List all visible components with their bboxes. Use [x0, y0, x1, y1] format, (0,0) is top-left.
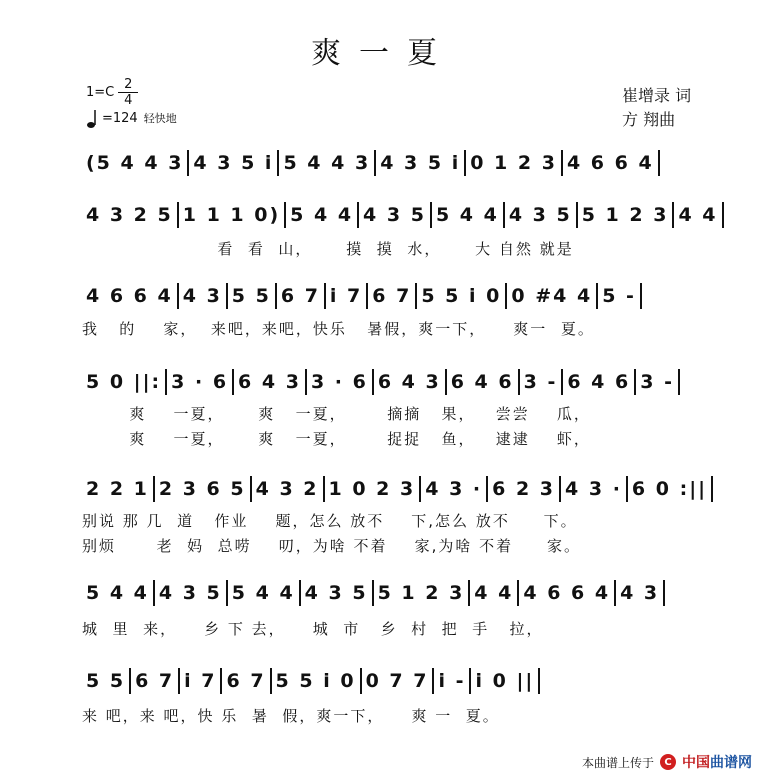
- measure: 4 6 6 4: [519, 580, 616, 606]
- tempo-style: 轻快地: [143, 112, 177, 125]
- lyric-line-3: 爽 一夏， 爽 一夏， 摘摘 果， 尝尝 瓜，: [82, 405, 591, 423]
- time-bottom: 4: [124, 93, 133, 108]
- key-signature-row: [86, 78, 177, 107]
- staff-line-1: [82, 150, 722, 176]
- composer: 方 翔曲: [622, 110, 676, 129]
- site-name-part-2: 曲谱网: [710, 755, 752, 771]
- key-signature: 1=C: [86, 84, 115, 100]
- measure: 5 4 4: [432, 202, 505, 228]
- measure: i 7: [326, 283, 368, 309]
- measure: 1 1 1 0): [179, 202, 286, 228]
- measure: 5 0 ||:: [82, 369, 167, 395]
- measure: 6 4 6: [447, 369, 520, 395]
- measure: 0 1 2 3: [466, 150, 563, 176]
- measure: 0 #4 4: [507, 283, 598, 309]
- tempo-row: [86, 109, 177, 129]
- measure: 6 0 :||: [628, 476, 713, 502]
- staff-line-7: [82, 668, 722, 694]
- measure: 4 3: [179, 283, 228, 309]
- measure: 5 4 4 3: [279, 150, 376, 176]
- measure: 4 3: [616, 580, 665, 606]
- quarter-note-icon: [86, 109, 100, 129]
- measure: 4 6 6 4: [563, 150, 660, 176]
- measure: 4 3 5: [301, 580, 374, 606]
- measure: 5 5 i 0: [417, 283, 507, 309]
- staff-line-5: [82, 476, 722, 502]
- measure: 4 3 ·: [421, 476, 488, 502]
- measure: 3 · 6: [167, 369, 234, 395]
- measure: 5 5 i 0: [272, 668, 362, 694]
- lyric-line-6: 别烦 老 妈 总唠 叨，为啥 不着 家,为啥 不着 家。: [82, 537, 581, 555]
- staff-line-3: [82, 283, 722, 309]
- measure: 5 4 4: [228, 580, 301, 606]
- site-footer: [582, 752, 752, 772]
- measure: 1 0 2 3: [325, 476, 422, 502]
- measure: 4 3 ·: [561, 476, 628, 502]
- measure: 6 4 3: [374, 369, 447, 395]
- measure: 4 4: [470, 580, 519, 606]
- time-signature: [118, 78, 138, 107]
- measure: 4 3 2: [252, 476, 325, 502]
- lyric-line-5: 别说 那 几 道 作业 题，怎么 放不 下,怎么 放不 下。: [82, 512, 578, 530]
- measure: 6 7: [277, 283, 326, 309]
- key-tempo-block: [86, 78, 177, 129]
- measure: 3 -: [636, 369, 680, 395]
- staff-line-4: [82, 369, 722, 395]
- measure: 4 3 5: [155, 580, 228, 606]
- lyric-line-8: 来 吧，来 吧，快 乐 暑 假，爽一下， 爽 一 夏。: [82, 707, 500, 725]
- measure: 6 2 3: [488, 476, 561, 502]
- measure: (5 4 4 3: [82, 150, 189, 176]
- measure: 4 3 5 i: [376, 150, 466, 176]
- time-top: 2: [124, 77, 133, 92]
- measure: 4 3 5: [505, 202, 578, 228]
- staff-line-2: [82, 202, 722, 228]
- measure: 5 5: [228, 283, 277, 309]
- lyricist: 崔增录 词: [622, 86, 692, 105]
- measure: 5 1 2 3: [374, 580, 471, 606]
- measure: 6 4 3: [234, 369, 307, 395]
- measure: i 0 ||: [471, 668, 540, 694]
- measure: 4 6 6 4: [82, 283, 179, 309]
- lyric-line-4: 爽 一夏， 爽 一夏， 捉捉 鱼， 逮逮 虾，: [82, 430, 591, 448]
- score-title: 爽一夏: [311, 36, 455, 71]
- tempo-value: =124: [102, 111, 138, 126]
- measure: 0 7 7: [362, 668, 435, 694]
- measure: 5 4 4: [286, 202, 359, 228]
- measure: 2 2 1: [82, 476, 155, 502]
- measure: 6 4 6: [563, 369, 636, 395]
- lyric-line-7: 城 里 来， 乡 下 去， 城 市 乡 村 把 手 拉，: [82, 620, 544, 638]
- measure: 4 3 5 i: [189, 150, 279, 176]
- measure: i -: [434, 668, 471, 694]
- measure: 5 -: [598, 283, 642, 309]
- measure: 4 3 2 5: [82, 202, 179, 228]
- measure: 6 7: [131, 668, 180, 694]
- measure: 4 4: [674, 202, 723, 228]
- measure: 5 1 2 3: [578, 202, 675, 228]
- measure: 3 · 6: [307, 369, 374, 395]
- credits: [622, 84, 691, 132]
- measure: 2 3 6 5: [155, 476, 252, 502]
- lyric-line-2: 我 的 家， 来吧，来吧，快乐 暑假，爽一下， 爽一 夏。: [82, 320, 595, 338]
- site-logo-icon: C: [660, 754, 676, 770]
- measure: 5 5: [82, 668, 131, 694]
- measure: i 7: [180, 668, 222, 694]
- upload-text: 本曲谱上传于: [581, 755, 654, 770]
- staff-line-6: [82, 580, 722, 606]
- measure: 4 3 5: [359, 202, 432, 228]
- measure: 3 -: [520, 369, 564, 395]
- site-name[interactable]: [682, 752, 752, 772]
- lyric-line-1: 看 看 山， 摸 摸 水， 大 自然 就是: [82, 240, 574, 258]
- measure: 6 7: [222, 668, 271, 694]
- site-name-part-1: 中国: [682, 755, 710, 771]
- measure: 5 4 4: [82, 580, 155, 606]
- measure: 6 7: [368, 283, 417, 309]
